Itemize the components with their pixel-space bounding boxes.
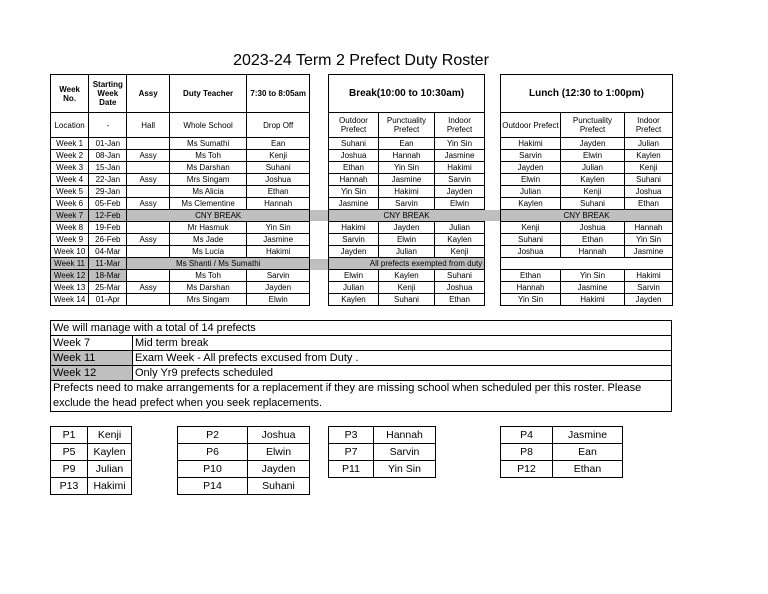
table-cell: Ms Alicia [169, 186, 246, 198]
table-cell: Suhani [435, 270, 485, 282]
table-cell: Joshua [435, 282, 485, 294]
prefect-code: P14 [178, 478, 248, 495]
table-row [329, 294, 485, 306]
table-cell: Suhani [625, 174, 673, 186]
table-cell: Kenji [379, 282, 435, 294]
note-total: We will manage with a total of 14 prefects [51, 321, 672, 336]
week7-row [329, 210, 485, 222]
prefect-list-4 [500, 426, 623, 478]
table-cell: Ms Sumathi [169, 138, 246, 150]
table-cell: Ms Darshan [169, 162, 246, 174]
table-cell: Ms Clementine [169, 198, 246, 210]
subheader-cell: Drop Off [247, 113, 310, 138]
table-cell: Hannah [561, 246, 625, 258]
prefect-name: Suhani [248, 478, 310, 495]
header-break: Break(10:00 to 10:30am) [329, 75, 485, 113]
table-cell: Joshua [501, 246, 561, 258]
table-row [329, 270, 485, 282]
table-row [51, 162, 310, 174]
table-cell: Week 9 [51, 234, 89, 246]
prefect-row [501, 461, 623, 478]
table-cell: Ethan [501, 270, 561, 282]
table-row [501, 270, 673, 282]
table-cell: Hakimi [561, 294, 625, 306]
table-cell: Elwin [247, 294, 310, 306]
table-cell: CNY BREAK [127, 210, 310, 222]
note-w11-desc: Exam Week - All prefects excused from Duty . [133, 351, 672, 366]
table-cell: Julian [435, 222, 485, 234]
header-week: Week No. [51, 75, 89, 113]
table-cell: Elwin [379, 234, 435, 246]
prefect-row [501, 427, 623, 444]
table-cell: Yin Sin [501, 294, 561, 306]
table-cell: Assy [127, 198, 169, 210]
table-cell: Ethan [247, 186, 310, 198]
note-w7-label: Week 7 [51, 336, 133, 351]
table-cell: Mrs Singam [169, 294, 246, 306]
prefect-code: P8 [501, 444, 553, 461]
prefect-name: Sarvin [374, 444, 436, 461]
table-cell: Hakimi [247, 246, 310, 258]
subheader-row [501, 113, 673, 138]
subheader-cell: Indoor Prefect [625, 113, 673, 138]
table-cell: Kaylen [561, 174, 625, 186]
table-cell: 01-Jan [89, 138, 127, 150]
table-cell: Jasmine [329, 198, 379, 210]
table-cell: Elwin [329, 270, 379, 282]
table-row [51, 138, 310, 150]
notes-table [50, 320, 672, 412]
table-row [329, 138, 485, 150]
table-row [501, 198, 673, 210]
prefect-code: P11 [329, 461, 374, 478]
table-row [51, 270, 310, 282]
table-cell: Kaylen [379, 270, 435, 282]
table-cell: Jayden [625, 294, 673, 306]
subheader-cell: Indoor Prefect [435, 113, 485, 138]
subheader-cell: Outdoor Prefect [501, 113, 561, 138]
table-row [329, 234, 485, 246]
table-cell: Ms Toh [169, 150, 246, 162]
note-w12-desc: Only Yr9 prefects scheduled [133, 366, 672, 381]
prefect-name: Hannah [374, 427, 436, 444]
table-cell: Jayden [435, 186, 485, 198]
header-duty: Duty Teacher [169, 75, 246, 113]
week11-row [501, 258, 673, 270]
table-cell: 01-Apr [89, 294, 127, 306]
table-cell: Hannah [501, 282, 561, 294]
prefect-row [178, 478, 310, 495]
table-cell: Assy [127, 282, 169, 294]
table-cell: Ms Shanti / Ms Sumathi [127, 258, 310, 270]
prefect-code: P13 [51, 478, 88, 495]
table-cell: Week 11 [51, 258, 89, 270]
table-row [51, 282, 310, 294]
prefect-list-2 [177, 426, 310, 495]
table-cell: Week 4 [51, 174, 89, 186]
table-cell: Suhani [329, 138, 379, 150]
prefect-name: Jasmine [553, 427, 623, 444]
table-cell: Jasmine [247, 234, 310, 246]
table-cell: Ms Jade [169, 234, 246, 246]
table-cell: Hakimi [329, 222, 379, 234]
table-cell: 19-Feb [89, 222, 127, 234]
table-cell: Ethan [435, 294, 485, 306]
table-cell: Jasmine [561, 282, 625, 294]
table-cell: Hakimi [435, 162, 485, 174]
table-cell: Sarvin [435, 174, 485, 186]
table-cell: Week 10 [51, 246, 89, 258]
table-cell: Kenji [501, 222, 561, 234]
table-cell: Elwin [435, 198, 485, 210]
table-cell: Kaylen [501, 198, 561, 210]
table-row [51, 198, 310, 210]
prefect-list-1 [50, 426, 132, 495]
table-cell: Kaylen [435, 234, 485, 246]
table-row [501, 138, 673, 150]
table-row [51, 234, 310, 246]
subheader-row [329, 113, 485, 138]
table-cell: 11-Mar [89, 258, 127, 270]
table-cell: Jasmine [625, 246, 673, 258]
table-row [51, 222, 310, 234]
table-row [501, 150, 673, 162]
roster-table-break [328, 74, 485, 306]
table-row [329, 222, 485, 234]
header-assy: Assy [127, 75, 169, 113]
subheader-cell: Hall [127, 113, 169, 138]
table-row [329, 282, 485, 294]
table-row [501, 222, 673, 234]
table-row [51, 150, 310, 162]
prefect-row [51, 461, 132, 478]
table-cell: Week 8 [51, 222, 89, 234]
week7-gap-2 [484, 210, 500, 221]
table-cell [127, 186, 169, 198]
table-cell: Elwin [501, 174, 561, 186]
table-cell: Jayden [329, 246, 379, 258]
prefect-code: P6 [178, 444, 248, 461]
prefect-name: Kaylen [88, 444, 132, 461]
table-cell: Joshua [625, 186, 673, 198]
table-row [501, 294, 673, 306]
page-title: 2023-24 Term 2 Prefect Duty Roster [233, 52, 489, 69]
table-cell: Sarvin [501, 150, 561, 162]
table-cell: Ean [379, 138, 435, 150]
table-cell: Suhani [561, 198, 625, 210]
table-cell: CNY BREAK [329, 210, 485, 222]
week11-empty [501, 258, 673, 270]
table-cell: Suhani [247, 162, 310, 174]
table-cell: Kenji [435, 246, 485, 258]
table-row [329, 246, 485, 258]
table-cell: Week 1 [51, 138, 89, 150]
table-cell: Kenji [625, 162, 673, 174]
table-cell: Week 2 [51, 150, 89, 162]
prefect-row [178, 461, 310, 478]
table-cell: 08-Jan [89, 150, 127, 162]
table-cell: Hannah [625, 222, 673, 234]
subheader-cell: Outdoor Prefect [329, 113, 379, 138]
table-cell: Assy [127, 174, 169, 186]
table-cell [127, 222, 169, 234]
table-cell: Mr Hasmuk [169, 222, 246, 234]
note-replacement: Prefects need to make arrangements for a replacement if they are missing school when scheduled per this roster. Please exclude the head prefect when you seek replacements. [51, 381, 672, 412]
table-row [501, 186, 673, 198]
table-row [51, 246, 310, 258]
table-cell [127, 246, 169, 258]
table-cell: CNY BREAK [501, 210, 673, 222]
table-cell: Ethan [561, 234, 625, 246]
table-cell: 05-Feb [89, 198, 127, 210]
prefect-row [178, 427, 310, 444]
table-row [329, 150, 485, 162]
table-cell: Joshua [561, 222, 625, 234]
table-cell: Assy [127, 234, 169, 246]
note-w11-label: Week 11 [51, 351, 133, 366]
table-row [501, 162, 673, 174]
prefect-name: Joshua [248, 427, 310, 444]
subheader-cell: Location [51, 113, 89, 138]
table-row [329, 186, 485, 198]
prefect-row [51, 478, 132, 495]
subheader-cell: - [89, 113, 127, 138]
table-cell: Suhani [501, 234, 561, 246]
header-lunch: Lunch (12:30 to 1:00pm) [501, 75, 673, 113]
week7-row [51, 210, 310, 222]
week7-row [501, 210, 673, 222]
table-cell [127, 294, 169, 306]
table-row [501, 234, 673, 246]
roster-table-left [50, 74, 310, 306]
table-cell: Kenji [561, 186, 625, 198]
subheader-cell: Whole School [169, 113, 246, 138]
table-cell: Julian [561, 162, 625, 174]
table-cell: 25-Mar [89, 282, 127, 294]
prefect-name: Ean [553, 444, 623, 461]
prefect-row [329, 461, 436, 478]
prefect-code: P5 [51, 444, 88, 461]
prefect-code: P12 [501, 461, 553, 478]
table-cell: Week 6 [51, 198, 89, 210]
table-cell: Sarvin [625, 282, 673, 294]
table-cell: Hakimi [625, 270, 673, 282]
table-row [51, 186, 310, 198]
table-cell: Week 7 [51, 210, 89, 222]
table-cell: Week 13 [51, 282, 89, 294]
note-w7-desc: Mid term break [133, 336, 672, 351]
table-cell: Yin Sin [435, 138, 485, 150]
table-row [329, 198, 485, 210]
table-row [501, 174, 673, 186]
prefect-code: P7 [329, 444, 374, 461]
table-cell [127, 270, 169, 282]
table-cell: Elwin [561, 150, 625, 162]
table-cell: Assy [127, 150, 169, 162]
table-cell: 15-Jan [89, 162, 127, 174]
prefect-code: P3 [329, 427, 374, 444]
table-cell: Julian [379, 246, 435, 258]
prefect-code: P10 [178, 461, 248, 478]
prefect-row [178, 444, 310, 461]
prefect-code: P4 [501, 427, 553, 444]
table-cell: Julian [329, 282, 379, 294]
table-row [501, 246, 673, 258]
prefect-code: P1 [51, 427, 88, 444]
table-cell: Mrs Singam [169, 174, 246, 186]
table-cell: Suhani [379, 294, 435, 306]
prefect-row [329, 444, 436, 461]
prefect-name: Ethan [553, 461, 623, 478]
table-cell: Ms Lucia [169, 246, 246, 258]
table-cell: Joshua [247, 174, 310, 186]
table-cell: Week 5 [51, 186, 89, 198]
header-row [329, 75, 485, 113]
table-row [51, 294, 310, 306]
table-cell: Week 12 [51, 270, 89, 282]
header-time: 7:30 to 8:05am [247, 75, 310, 113]
note-w12-label: Week 12 [51, 366, 133, 381]
prefect-row [501, 444, 623, 461]
table-row [51, 174, 310, 186]
table-cell: Hannah [329, 174, 379, 186]
prefect-name: Jayden [248, 461, 310, 478]
table-cell: Sarvin [329, 234, 379, 246]
table-cell: Ms Toh [169, 270, 246, 282]
header-start: Starting Week Date [89, 75, 127, 113]
table-cell: Yin Sin [625, 234, 673, 246]
prefect-row [51, 444, 132, 461]
prefect-name: Yin Sin [374, 461, 436, 478]
table-cell: Ms Darshan [169, 282, 246, 294]
table-cell: Jasmine [379, 174, 435, 186]
prefect-name: Elwin [248, 444, 310, 461]
table-cell: Hakimi [379, 186, 435, 198]
table-cell: Yin Sin [329, 186, 379, 198]
table-row [329, 174, 485, 186]
subheader-cell: Punctuality Prefect [379, 113, 435, 138]
table-cell: Yin Sin [247, 222, 310, 234]
table-cell: Joshua [329, 150, 379, 162]
table-cell: Jasmine [435, 150, 485, 162]
table-cell: 26-Feb [89, 234, 127, 246]
table-cell: Julian [501, 186, 561, 198]
table-cell: 29-Jan [89, 186, 127, 198]
table-cell: Julian [625, 138, 673, 150]
table-cell: 04-Mar [89, 246, 127, 258]
prefect-list-3 [328, 426, 436, 478]
table-cell: Sarvin [247, 270, 310, 282]
prefect-name: Hakimi [88, 478, 132, 495]
prefect-code: P9 [51, 461, 88, 478]
table-cell: Hannah [247, 198, 310, 210]
header-row [51, 75, 310, 113]
table-cell: Yin Sin [561, 270, 625, 282]
table-cell: Jayden [379, 222, 435, 234]
table-cell: All prefects exempted from duty [329, 258, 485, 270]
week7-gap [310, 210, 328, 221]
table-cell: 22-Jan [89, 174, 127, 186]
subheader-row [51, 113, 310, 138]
subheader-cell: Punctuality Prefect [561, 113, 625, 138]
week11-row [329, 258, 485, 270]
table-cell: Kaylen [329, 294, 379, 306]
table-cell: Week 3 [51, 162, 89, 174]
week11-row [51, 258, 310, 270]
table-cell: Jayden [247, 282, 310, 294]
table-cell: Jayden [561, 138, 625, 150]
week11-gap [310, 259, 328, 270]
table-cell: Hannah [379, 150, 435, 162]
table-cell: Ethan [625, 198, 673, 210]
table-cell: Ethan [329, 162, 379, 174]
table-cell: 18-Mar [89, 270, 127, 282]
table-cell: Hakimi [501, 138, 561, 150]
prefect-row [329, 427, 436, 444]
table-row [501, 282, 673, 294]
roster-table-lunch [500, 74, 673, 306]
table-cell [127, 162, 169, 174]
header-row [501, 75, 673, 113]
prefect-row [51, 427, 132, 444]
table-cell: Ean [247, 138, 310, 150]
table-cell: Yin Sin [379, 162, 435, 174]
table-cell: Jayden [501, 162, 561, 174]
table-cell: Kaylen [625, 150, 673, 162]
table-row [329, 162, 485, 174]
table-cell [127, 138, 169, 150]
table-cell: Sarvin [379, 198, 435, 210]
prefect-name: Kenji [88, 427, 132, 444]
table-cell: Kenji [247, 150, 310, 162]
prefect-code: P2 [178, 427, 248, 444]
table-cell: 12-Feb [89, 210, 127, 222]
prefect-name: Julian [88, 461, 132, 478]
table-cell: Week 14 [51, 294, 89, 306]
